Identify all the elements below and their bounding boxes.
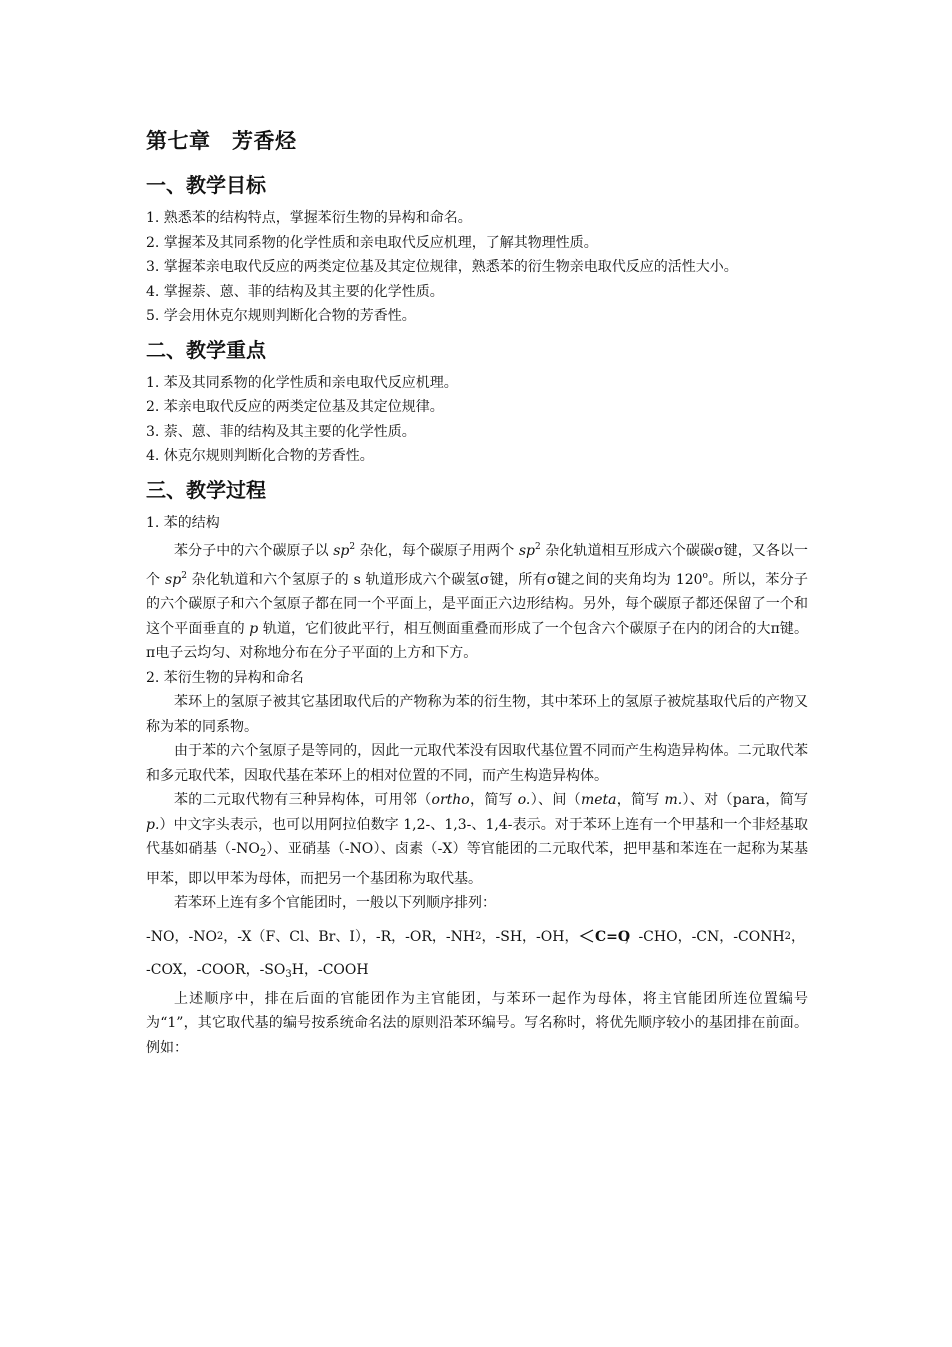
- paragraph-derivatives: 苯环上的氢原子被其它基团取代后的产物称为苯的衍生物，其中苯环上的氢原子被烷基取代后的产物又称为苯的同系物。: [146, 694, 808, 735]
- list-item: 5. 学会用休克尔规则判断化合物的芳香性。: [146, 308, 416, 324]
- paragraph-disubstituted: 苯的二元取代物有三种异构体，可用邻（ortho，简写 o.）、间（meta，简写 m.）、对（para，简写 p.）中文字头表示，也可以用阿拉伯数字 1,2-、1,3-、1,4-表示。对于苯环上连有一个甲基和一个非烃基取代基如硝基$(-NO_2)$、亚硝基（-NO）、卤素（-X）等官能团的二元取代苯，把甲基和苯连在一起称为某基甲苯，即以甲苯为母体，而把另一个基团称为取代基。: [146, 792, 809, 887]
- subheading-isomers-naming: 2. 苯衍生物的异构和命名: [146, 669, 304, 686]
- section-title-key-points: 二、教学重点: [146, 337, 266, 362]
- paragraph-benzene-structure: 苯分子中的六个碳原子以 $sp^2$ 杂化，每个碳原子用两个 $sp^2$ 杂化轨道相互形成六个碳碳σ键，又各以一个 $sp^2$ 杂化轨道和六个氢原子的 s 轨道形成六个碳氢σ键，所有σ键之间的夹角均为 120$^o$。所以，苯分子的六个碳原子和六个氢原子都在同一个平面上，是平面正六边形结构。另外，每个碳原子都还保留了一个和这个平面垂直的 p 轨道，它们彼此平行，相互侧面重叠而形成了一个包含六个碳原子在内的闭合的大π键。π电子云均匀、对称地分布在分子平面的上方和下方。: [146, 542, 809, 661]
- list-item: 1. 熟悉苯的结构特点，掌握苯衍生物的异构和命名。: [146, 210, 472, 226]
- list-item: 2. 掌握苯及其同系物的化学性质和亲电取代反应机理，了解其物理性质。: [146, 234, 598, 251]
- list-item: 1. 苯及其同系物的化学性质和亲电取代反应机理。: [146, 374, 458, 391]
- key-points-list: [146, 371, 808, 469]
- svg-text:C=O: C=O: [595, 928, 631, 945]
- list-item: 3. 掌握苯亲电取代反应的两类定位基及其定位规律，熟悉苯的衍生物亲电取代反应的活性大小。: [146, 259, 738, 275]
- list-item: 3. 萘、蒽、菲的结构及其主要的化学性质。: [146, 423, 416, 440]
- list-item: 2. 苯亲电取代反应的两类定位基及其定位规律。: [146, 399, 444, 415]
- priority-sequence-line-1: -NO，-NO 2 ，-X（F、Cl、Br、I），-R，-OR，-NH 2 ，-SH，-OH， C=O ，-CHO，-CN，-CONH 2 ，: [146, 920, 808, 954]
- section-title-process: 三、教学过程: [146, 477, 266, 502]
- list-item: 4. 掌握萘、蒽、菲的结构及其主要的化学性质。: [146, 283, 444, 300]
- carbonyl-group-icon: [578, 925, 631, 949]
- objectives-list: [146, 206, 808, 329]
- document-page: [146, 124, 808, 1060]
- chapter-title: 第七章 芳香烃: [146, 129, 297, 153]
- paragraph-priority-intro: 若苯环上连有多个官能团时，一般以下列顺序排列：: [174, 895, 496, 911]
- priority-sequence-line-2: -COX，-COOR，$-SO_3H$，-COOH: [146, 961, 369, 980]
- list-item: 4. 休克尔规则判断化合物的芳香性。: [146, 448, 374, 464]
- paragraph-numbering-rule: 上述顺序中，排在后面的官能团作为主官能团，与苯环一起作为母体，将主官能团所连位置编号为“1”，其它取代基的编号按系统命名法的原则沿苯环编号。写名称时，将优先顺序较小的基团排在前面。例如：: [146, 990, 808, 1056]
- paragraph-isomers: 由于苯的六个氢原子是等同的，因此一元取代苯没有因取代基位置不同而产生构造异构体。二元取代苯和多元取代苯，因取代基在苯环上的相对位置的不同，而产生构造异构体。: [146, 743, 808, 784]
- subheading-benzene-structure: 1. 苯的结构: [146, 514, 220, 531]
- section-title-objectives: 一、教学目标: [146, 173, 266, 197]
